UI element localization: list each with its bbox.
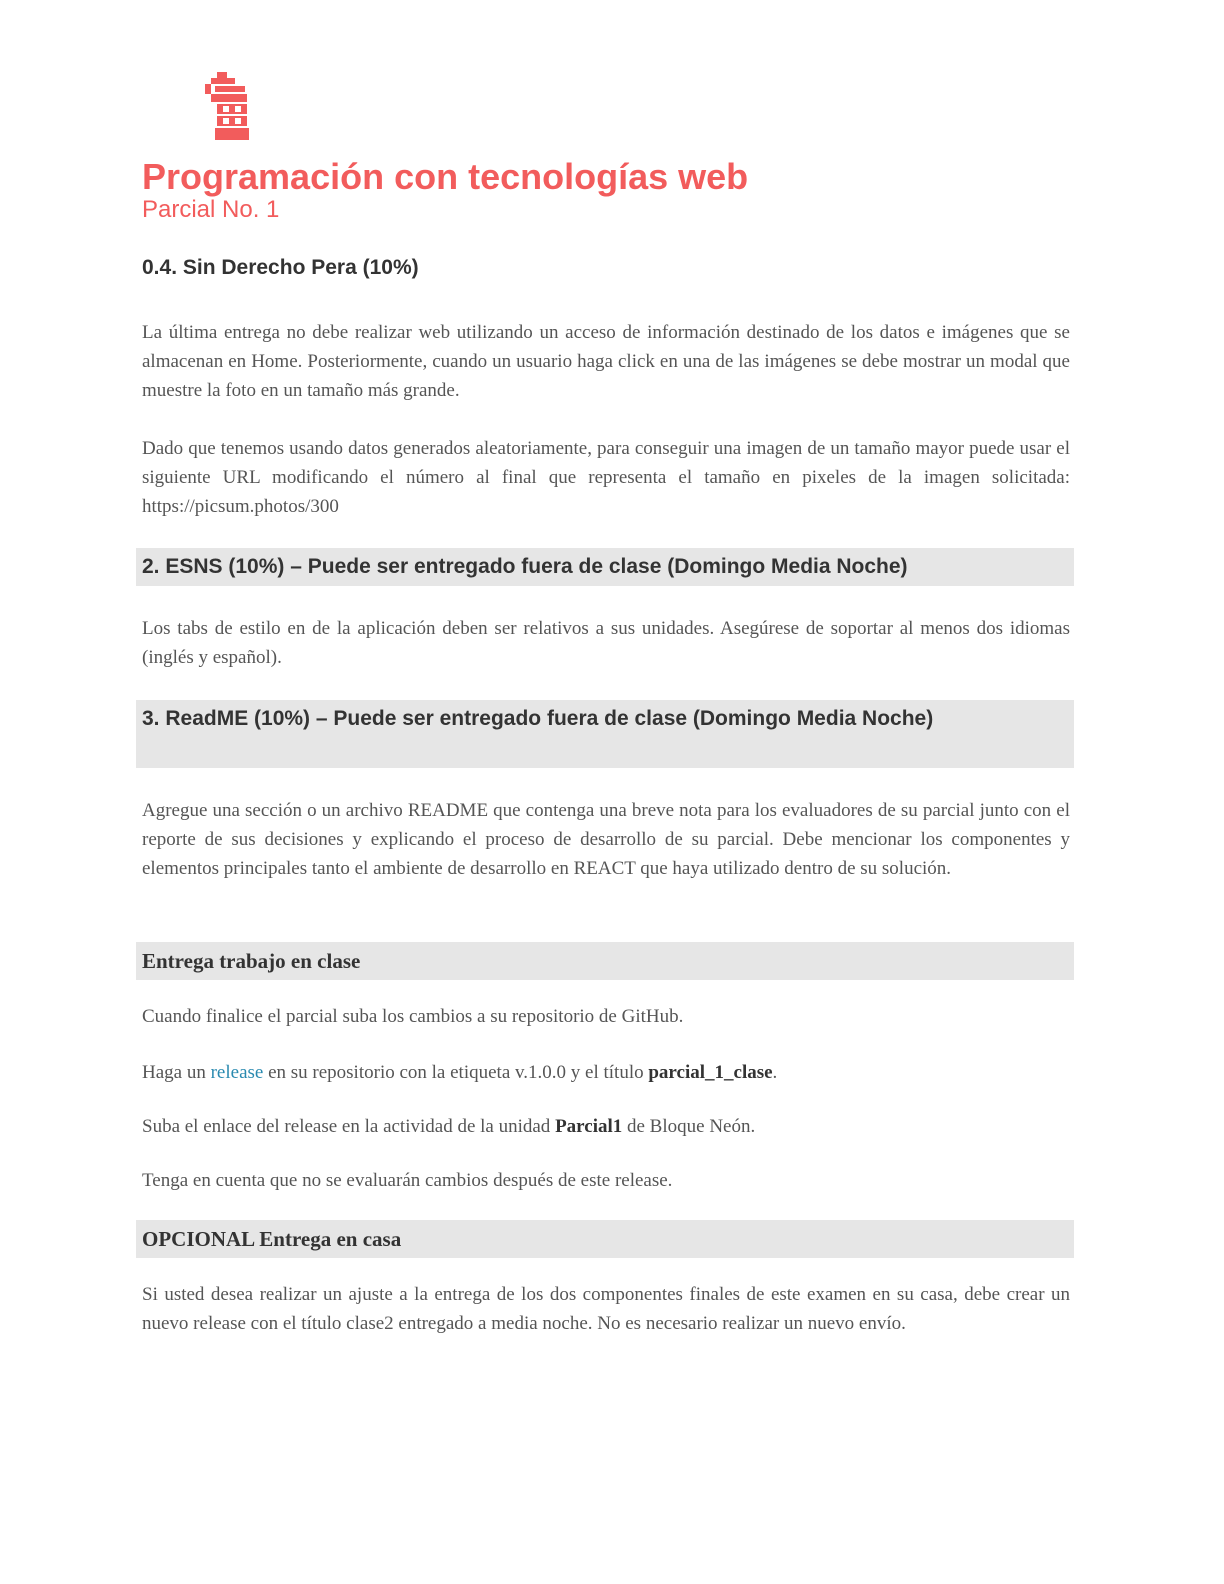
document-title: Programación con tecnologías web <box>142 156 749 197</box>
paragraph-6 <box>142 1058 1070 1087</box>
section-heading-3: 3. ReadME (10%) – Puede ser entregado fuera de clase (Domingo Media Noche) <box>136 700 1074 768</box>
section-heading-1: 0.4. Sin Derecho Pera (10%) <box>142 256 419 279</box>
release-link[interactable]: release <box>210 1062 264 1083</box>
paragraph-1: La última entrega no debe realizar web utilizando un acceso de información destinado de los datos e imágenes que se almacenan en Home. Posteriormente, cuando un usuario haga click en una de las imágenes se debe mostrar un modal que muestre la foto en un tamaño más grande. <box>142 322 1070 401</box>
paragraph-6-mid: en su repositorio con la etiqueta v.1.0.0 y el título <box>263 1062 649 1083</box>
section-heading-2: 2. ESNS (10%) – Puede ser entregado fuera de clase (Domingo Media Noche) <box>136 548 1074 586</box>
paragraph-5: Cuando finalice el parcial suba los cambios a su repositorio de GitHub. <box>142 1006 684 1027</box>
release-title: parcial_1_clase <box>648 1062 773 1083</box>
section-heading-5: OPCIONAL Entrega en casa <box>136 1220 1074 1258</box>
paragraph-7-pre: Suba el enlace del release en la actividad de la unidad <box>142 1116 556 1137</box>
paragraph-7 <box>142 1112 1070 1141</box>
paragraph-9: Si usted desea realizar un ajuste a la entrega de los dos componentes finales de este examen en su casa, debe crear un nuevo release con el título clase2 entregado a media noche. No es necesario realizar un nuevo envío. <box>142 1284 1070 1334</box>
paragraph-3: Los tabs de estilo en de la aplicación deben ser relativos a sus unidades. Asegúrese de soportar al menos dos idiomas (inglés y español). <box>142 618 1070 668</box>
paragraph-2: Dado que tenemos usando datos generados aleatoriamente, para conseguir una imagen de un tamaño mayor puede usar el siguiente URL modificando el número al final que representa el tamaño en pixeles de la imagen solicitada: https://picsum.photos/300 <box>142 438 1070 517</box>
paragraph-6-post: . <box>772 1062 778 1083</box>
activity-name: Parcial1 <box>555 1116 623 1137</box>
building-logo-icon <box>187 70 257 142</box>
paragraph-4: Agregue una sección o un archivo README que contenga una breve nota para los evaluadores de su parcial junto con el reporte de sus decisiones y explicando el proceso de desarrollo de su parcial. Debe mencionar los componentes y elementos principales tanto el ambiente de desarrollo en REACT que haya utilizado dentro de su solución. <box>142 800 1070 879</box>
document-subtitle: Parcial No. 1 <box>142 196 280 223</box>
paragraph-7-post: de Bloque Neón. <box>622 1116 756 1137</box>
section-heading-4: Entrega trabajo en clase <box>136 942 1074 980</box>
paragraph-8: Tenga en cuenta que no se evaluarán cambios después de este release. <box>142 1170 673 1191</box>
paragraph-6-pre: Haga un <box>142 1062 211 1083</box>
